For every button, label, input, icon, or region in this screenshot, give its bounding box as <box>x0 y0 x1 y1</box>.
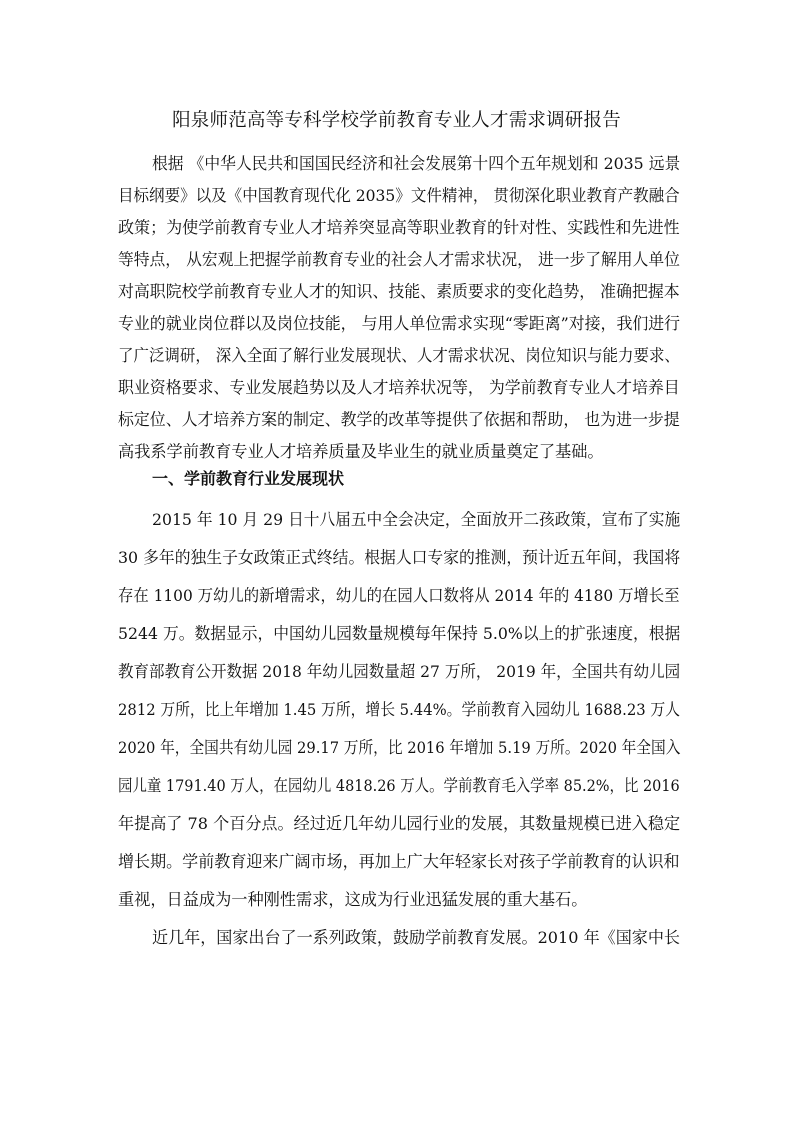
intro-line: 等特点， 从宏观上把握学前教育专业的社会人才需求状况， 进一步了解用人单位 <box>118 250 680 269</box>
section-line: 近几年，国家出台了一系列政策，鼓励学前教育发展。2010 年《国家中长 <box>152 928 680 947</box>
section-line: 2015 年 10 月 29 日十八届五中全会决定，全面放开二孩政策，宣布了实施 <box>152 510 681 529</box>
section-line: 2812 万所，比上年增加 1.45 万所，增长 5.44%。学前教育入园幼儿 1688.23 万人 <box>118 700 680 719</box>
intro-line: 高我系学前教育专业人才培养质量及毕业生的就业质量奠定了基础。 <box>118 442 604 461</box>
intro-line: 目标纲要》以及《中国教育现代化 2035》文件精神， 贯彻深化职业教育产教融合 <box>118 186 680 205</box>
section-line: 2020 年，全国共有幼儿园 29.17 万所，比 2016 年增加 5.19 万所。2020 年全国入 <box>118 738 681 757</box>
intro-line: 对高职院校学前教育专业人才的知识、技能、素质要求的变化趋势， 准确把握本 <box>118 282 680 301</box>
intro-line: 政策；为使学前教育专业人才培养突显高等职业教育的针对性、实践性和先进性 <box>118 218 680 237</box>
section-line: 增长期。学前教育迎来广阔市场，再加上广大年轻家长对孩子学前教育的认识和 <box>118 852 680 871</box>
section-line: 园儿童 1791.40 万人，在园幼儿 4818.26 万人。学前教育毛入学率 85.2%，比 2016 <box>118 776 680 795</box>
section-line: 存在 1100 万幼儿的新增需求，幼儿的在园人口数将从 2014 年的 4180 万增长至 <box>118 586 680 605</box>
document-title: 阳泉师范高等专科学校学前教育专业人才需求调研报告 <box>172 110 621 131</box>
section-line: 教育部教育公开数据 2018 年幼儿园数量超 27 万所， 2019 年，全国共有幼儿园 <box>118 662 681 681</box>
intro-line: 职业资格要求、专业发展趋势以及人才培养状况等， 为学前教育专业人才培养目 <box>118 378 680 397</box>
section-line: 30 多年的独生子女政策正式终结。根据人口专家的推测，预计近五年间，我国将 <box>118 548 681 567</box>
intro-line: 标定位、人才培养方案的制定、教学的改革等提供了依据和帮助， 也为进一步提 <box>118 410 680 429</box>
section-heading: 一、学前教育行业发展现状 <box>152 469 345 488</box>
intro-line: 根据 《中华人民共和国国民经济和社会发展第十四个五年规划和 2035 远景 <box>152 154 681 173</box>
section-line: 重视，日益成为一种刚性需求，这成为行业迅猛发展的重大基石。 <box>118 890 588 909</box>
intro-line: 了广泛调研， 深入全面了解行业发展现状、人才需求状况、岗位知识与能力要求、 <box>118 346 680 365</box>
section-line: 5244 万。数据显示，中国幼儿园数量规模每年保持 5.0%以上的扩张速度，根据 <box>118 624 681 643</box>
section-line: 年提高了 78 个百分点。经过近几年幼儿园行业的发展，其数量规模已进入稳定 <box>118 814 681 833</box>
intro-line: 专业的就业岗位群以及岗位技能， 与用人单位需求实现“零距离”对接，我们进行 <box>118 314 681 333</box>
